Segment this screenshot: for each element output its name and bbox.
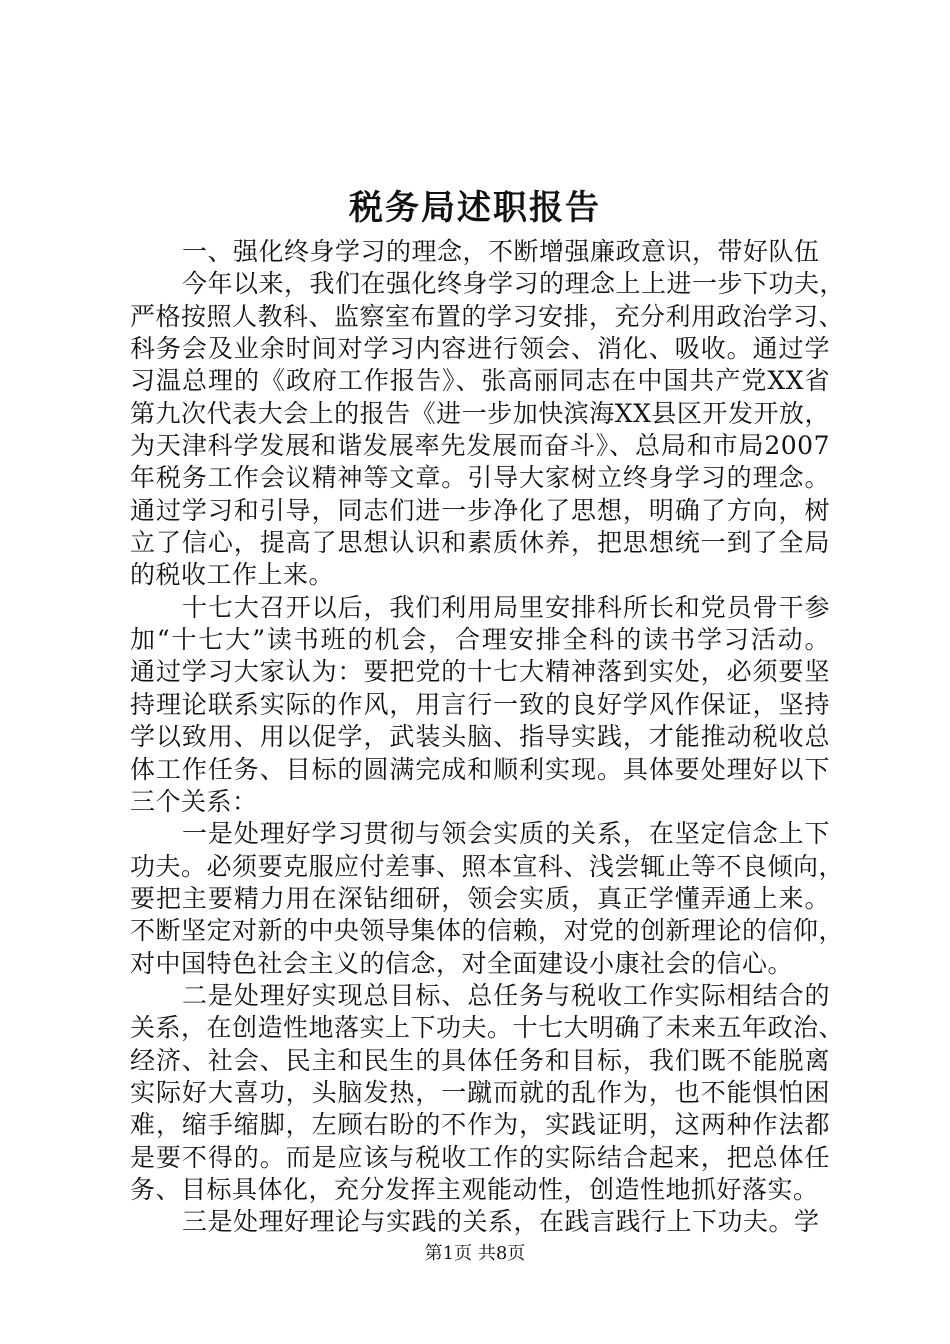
document-title: 税务局述职报告 (349, 188, 601, 228)
body-text-line: 的税收工作上来。 (130, 560, 335, 590)
body-text-line: 是要不得的。而是应该与税收工作的实际结合起来，把总体任 (130, 1142, 830, 1172)
body-text-line: 通过学习大家认为：要把党的十七大精神落到实处，必须要坚 (130, 657, 830, 687)
body-text-line: 功夫。必须要克服应付差事、照本宣科、浅尝辄止等不良倾向， (130, 851, 845, 881)
body-text-line: 要把主要精力用在深钻细研，领会实质，真正学懂弄通上来。 (130, 883, 830, 913)
body-text-line: 实际好大喜功，头脑发热，一蹴而就的乱作为，也不能惧怕困 (130, 1077, 830, 1107)
body-text-line: 三个关系： (130, 786, 258, 816)
body-text-line: 一、强化终身学习的理念，不断增强廉政意识，带好队伍 (182, 237, 820, 266)
body-text-line: 三是处理好理论与实践的关系，在践言践行上下功夫。学 (182, 1207, 820, 1237)
body-text-line: 今年以来，我们在强化终身学习的理念上上进一步下功夫， (182, 269, 846, 299)
body-text-line: 学以致用、用以促学，武装头脑、指导实践，才能推动税收总 (130, 722, 830, 752)
body-text-line: 严格按照人教科、监察室布置的学习安排，充分利用政治学习、 (130, 301, 845, 331)
body-text-line: 经济、社会、民主和民生的具体任务和目标，我们既不能脱离 (130, 1045, 830, 1075)
page-footer: 第1页 共8页 (424, 1243, 526, 1264)
body-text-line: 一是处理好学习贯彻与领会实质的关系，在坚定信念上下 (182, 819, 830, 849)
body-text-line: 科务会及业余时间对学习内容进行领会、消化、吸收。通过学 (130, 334, 830, 364)
body-text-line: 体工作任务、目标的圆满完成和顺利实现。具体要处理好以下 (130, 754, 830, 784)
body-text-line: 加“十七大”读书班的机会，合理安排全科的读书学习活动。 (130, 625, 830, 655)
body-text-line: 十七大召开以后，我们利用局里安排科所长和党员骨干参 (182, 592, 830, 622)
body-text-line: 对中国特色社会主义的信念，对全面建设小康社会的信心。 (130, 948, 794, 978)
body-text-line: 不断坚定对新的中央领导集体的信赖，对党的创新理论的信仰， (130, 916, 845, 946)
body-text-line: 立了信心，提高了思想认识和素质休养，把思想统一到了全局 (130, 528, 830, 558)
body-text-line: 难，缩手缩脚，左顾右盼的不作为，实践证明，这两种作法都 (130, 1110, 830, 1140)
body-text-line: 通过学习和引导，同志们进一步净化了思想，明确了方向，树 (130, 495, 830, 525)
body-text-line: 持理论联系实际的作风，用言行一致的良好学风作保证，坚持 (130, 689, 830, 719)
body-text-line: 年税务工作会议精神等文章。引导大家树立终身学习的理念。 (130, 463, 830, 493)
body-text-line: 务、目标具体化，充分发挥主观能动性，创造性地抓好落实。 (130, 1174, 819, 1204)
body-text-line: 二是处理好实现总目标、总任务与税收工作实际相结合的 (182, 980, 830, 1010)
body-text-line: 第九次代表大会上的报告《进一步加快滨海XX县区开发开放， (130, 398, 830, 428)
document-body (130, 236, 846, 1239)
body-text-line: 为天津科学发展和谐发展率先发展而奋斗》、总局和市局2007 (130, 431, 830, 461)
body-text-line: 习温总理的《政府工作报告》、张高丽同志在中国共产党XX省 (130, 366, 830, 396)
body-text-line: 关系，在创造性地落实上下功夫。十七大明确了未来五年政治、 (130, 1013, 845, 1043)
